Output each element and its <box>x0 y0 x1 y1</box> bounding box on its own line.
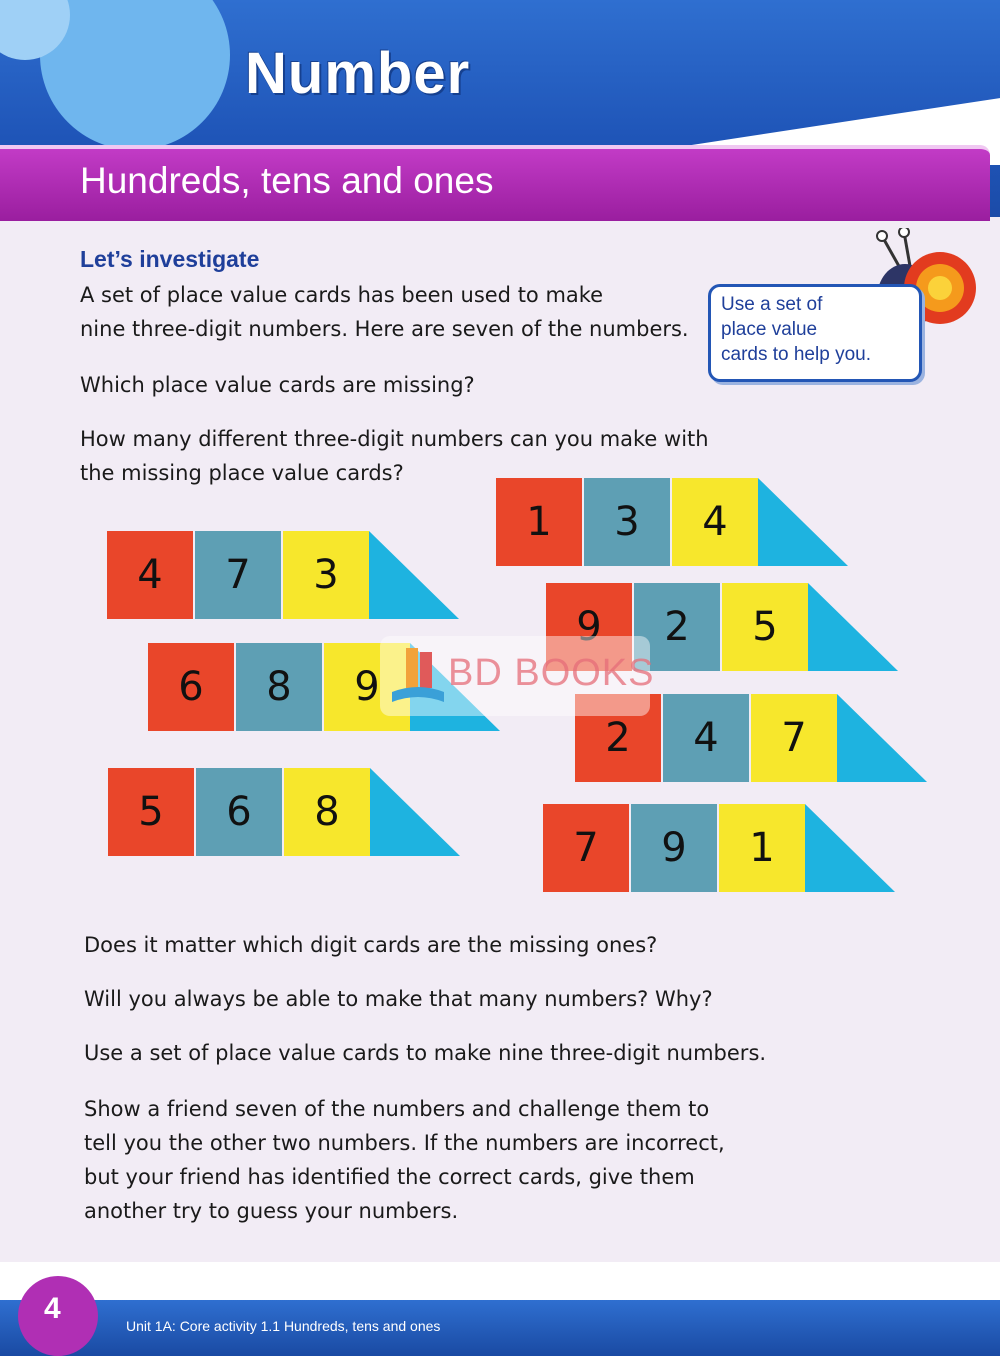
hint-text <box>721 292 911 367</box>
instruction-make-numbers: Use a set of place value cards to make nine three-digit numbers. <box>84 1041 767 1065</box>
ones-card: 4 <box>672 478 758 566</box>
hint-line-3: cards to help you. <box>721 344 871 365</box>
question-missing-cards: Which place value cards are missing? <box>80 373 475 397</box>
ones-card: 5 <box>722 583 808 671</box>
footer-light-strip <box>0 1262 1000 1302</box>
tens-card: 6 <box>196 768 282 856</box>
tens-card: 4 <box>663 694 749 782</box>
tens-card: 3 <box>584 478 670 566</box>
instruction-challenge-friend <box>84 1092 725 1228</box>
hundreds-card: 2 <box>575 694 661 782</box>
how-many-line-2: the missing place value cards? <box>80 461 404 485</box>
challenge-line-4: another try to guess your numbers. <box>84 1199 459 1223</box>
footer-unit-text: Unit 1A: Core activity 1.1 Hundreds, tens and ones <box>126 1318 441 1334</box>
intro-line-1: A set of place value cards has been used to make <box>80 283 604 307</box>
challenge-line-3: but your friend has identified the correct cards, give them <box>84 1165 695 1189</box>
tens-card: 2 <box>634 583 720 671</box>
intro-paragraph <box>80 278 689 346</box>
challenge-line-1: Show a friend seven of the numbers and challenge them to <box>84 1097 710 1121</box>
hundreds-card: 4 <box>107 531 193 619</box>
hundreds-card: 6 <box>148 643 234 731</box>
question-does-it-matter: Does it matter which digit cards are the missing ones? <box>84 933 658 957</box>
hundreds-card: 7 <box>543 804 629 892</box>
page-number: 4 <box>44 1292 61 1325</box>
chapter-title: Number <box>245 41 471 106</box>
intro-line-2: nine three-digit numbers. Here are seven of the numbers. <box>80 317 689 341</box>
ones-card: 7 <box>751 694 837 782</box>
ones-card: 9 <box>324 643 410 731</box>
hundreds-card: 9 <box>546 583 632 671</box>
tens-card: 8 <box>236 643 322 731</box>
question-always-able: Will you always be able to make that many numbers? Why? <box>84 987 713 1011</box>
tens-card: 9 <box>631 804 717 892</box>
investigate-heading: Let’s investigate <box>80 246 260 272</box>
hint-line-1: Use a set of <box>721 294 823 315</box>
hundreds-card: 1 <box>496 478 582 566</box>
book-icon <box>388 642 448 708</box>
section-title: Hundreds, tens and ones <box>80 160 494 201</box>
hint-line-2: place value <box>721 319 818 340</box>
ones-card: 3 <box>283 531 369 619</box>
hundreds-card: 5 <box>108 768 194 856</box>
ones-card: 8 <box>284 768 370 856</box>
how-many-line-1: How many different three-digit numbers can you make with <box>80 427 709 451</box>
watermark-text: BD BOOKS <box>448 652 655 694</box>
challenge-line-2: tell you the other two numbers. If the numbers are incorrect, <box>84 1131 725 1155</box>
ones-card: 1 <box>719 804 805 892</box>
tens-card: 7 <box>195 531 281 619</box>
